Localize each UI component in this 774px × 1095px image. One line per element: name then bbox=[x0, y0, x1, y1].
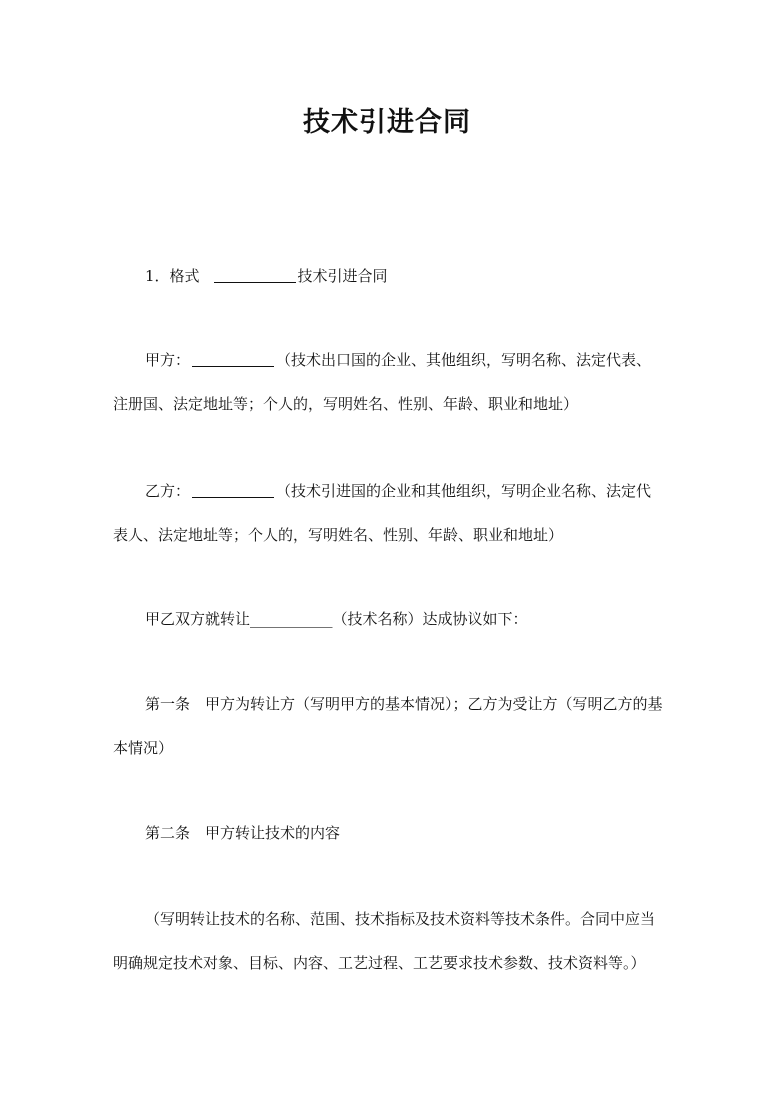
article-1-paragraph: 第一条 甲方为转让方（写明甲方的基本情况）；乙方为受让方（写明乙方的基本情况） bbox=[113, 695, 663, 757]
party-a-paragraph bbox=[113, 338, 663, 426]
format-blank bbox=[214, 264, 296, 283]
agreement-paragraph bbox=[113, 597, 663, 641]
document-title: 技术引进合同 bbox=[303, 107, 471, 138]
party-b-blank bbox=[192, 479, 274, 498]
party-a-label: 甲方： bbox=[145, 351, 191, 369]
format-text: 技术引进合同 bbox=[297, 267, 388, 285]
format-line bbox=[113, 254, 663, 298]
agreement-after: （技术名称）达成协议如下： bbox=[332, 610, 528, 628]
agreement-before: 甲乙双方就转让 bbox=[145, 610, 251, 628]
party-a-blank bbox=[192, 348, 274, 367]
party-b-label: 乙方： bbox=[145, 482, 191, 500]
party-b-paragraph bbox=[113, 469, 663, 557]
format-label: 1．格式 bbox=[145, 267, 200, 285]
article-2-note: （写明转让技术的名称、范围、技术指标及技术资料等技术条件。合同中应当明确规定技术对象、目标、内容、工艺过程、工艺要求技术参数、技术资料等。） bbox=[113, 910, 656, 972]
party-a-text: （技术出口国的企业、其他组织，写明名称、法定代表、注册国、法定地址等；个人的，写明姓名、性别、年龄、职业和地址） bbox=[113, 351, 652, 413]
article-2-heading: 第二条 甲方转让技术的内容 bbox=[145, 824, 341, 842]
party-b-text: （技术引进国的企业和其他组织，写明企业名称、法定代表人、法定地址等；个人的，写明姓名、性别、年龄、职业和地址） bbox=[113, 482, 652, 544]
agreement-blank: ___________ bbox=[250, 610, 333, 628]
